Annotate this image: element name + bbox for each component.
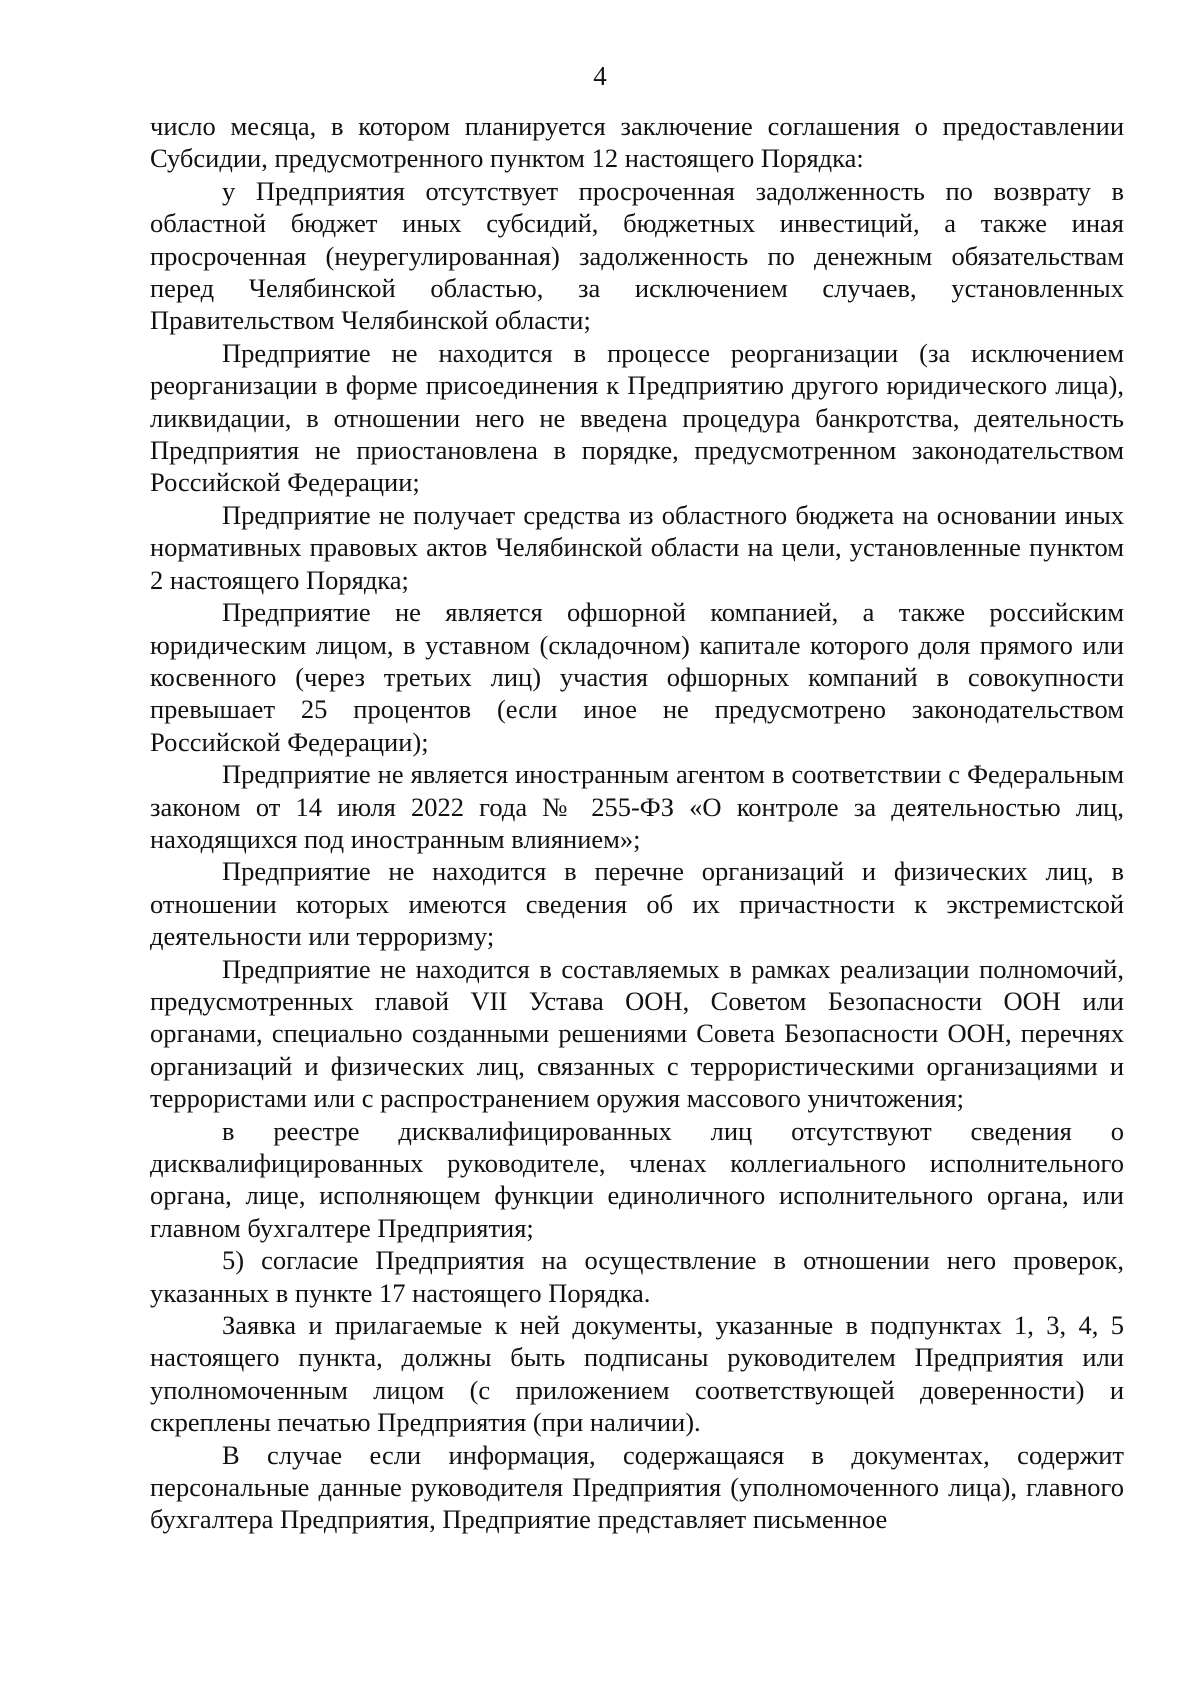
paragraph: Предприятие не находится в перечне организаций и физических лиц, в отношении которых имеются сведения об их причастности к экстремистской деятельности или терроризму; [150,856,1124,952]
paragraph: 5) согласие Предприятия на осуществление в отношении него проверок, указанных в пункте 17 настоящего Порядка. [150,1245,1124,1308]
paragraph: у Предприятия отсутствует просроченная задолженность по возврату в областной бюджет иных субсидий, бюджетных инвестиций, а также иная просроченная (неурегулированная) задолженность по денежным обязательствам перед Челябинской областью, за исключением случаев, установленных Правительством Челябинской области; [150,175,1124,336]
document-body [150,110,1124,1536]
paragraph: Предприятие не находится в процессе реорганизации (за исключением реорганизации в форме присоединения к Предприятию другого юридического лица), ликвидации, в отношении него не введена процедура банкротства, деятельность Предприятия не приостановлена в порядке, предусмотренном законодательством Российской Федерации; [150,337,1124,498]
paragraph: В случае если информация, содержащаяся в документах, содержит персональные данные руководителя Предприятия (уполномоченного лица), главного бухгалтера Предприятия, Предприятие представляет письменное [150,1439,1124,1535]
paragraph: Предприятие не является иностранным агентом в соответствии с Федеральным законом от 14 июля 2022 года № 255-ФЗ «О контроле за деятельностью лиц, находящихся под иностранным влиянием»; [150,759,1124,854]
paragraph: Предприятие не является офшорной компанией, а также российским юридическим лицом, в уставном (складочном) капитале которого доля прямого или косвенного (через третьих лиц) участия офшорных компаний в совокупности превышает 25 процентов (если иное не предусмотрено законодательством Российской Федерации); [150,597,1124,757]
paragraph: Предприятие не находится в составляемых в рамках реализации полномочий, предусмотренных главой VII Устава ООН, Советом Безопасности ООН или органами, специально созданными решениями Совета Безопасности ООН, перечнях организаций и физических лиц, связанных с террористическими организациями и террористами или с распространением оружия массового уничтожения; [150,953,1124,1114]
paragraph: Заявка и прилагаемые к ней документы, указанные в подпунктах 1, 3, 4, 5 настоящего пункта, должны быть подписаны руководителем Предприятия или уполномоченным лицом (с приложением соответствующей доверенности) и скреплены печатью Предприятия (при наличии). [150,1310,1124,1438]
page-number: 4 [593,61,607,91]
paragraph: в реестре дисквалифицированных лиц отсутствуют сведения о дисквалифицированных руководителе, членах коллегиального исполнительного органа, лице, исполняющем функции единоличного исполнительного органа, или главном бухгалтере Предприятия; [150,1115,1124,1243]
paragraph: число месяца, в котором планируется заключение соглашения о предоставлении Субсидии, предусмотренного пунктом 12 настоящего Порядка: [150,111,1124,174]
paragraph: Предприятие не получает средства из областного бюджета на основании иных нормативных правовых актов Челябинской области на цели, установленные пунктом 2 настоящего Порядка; [150,499,1124,595]
